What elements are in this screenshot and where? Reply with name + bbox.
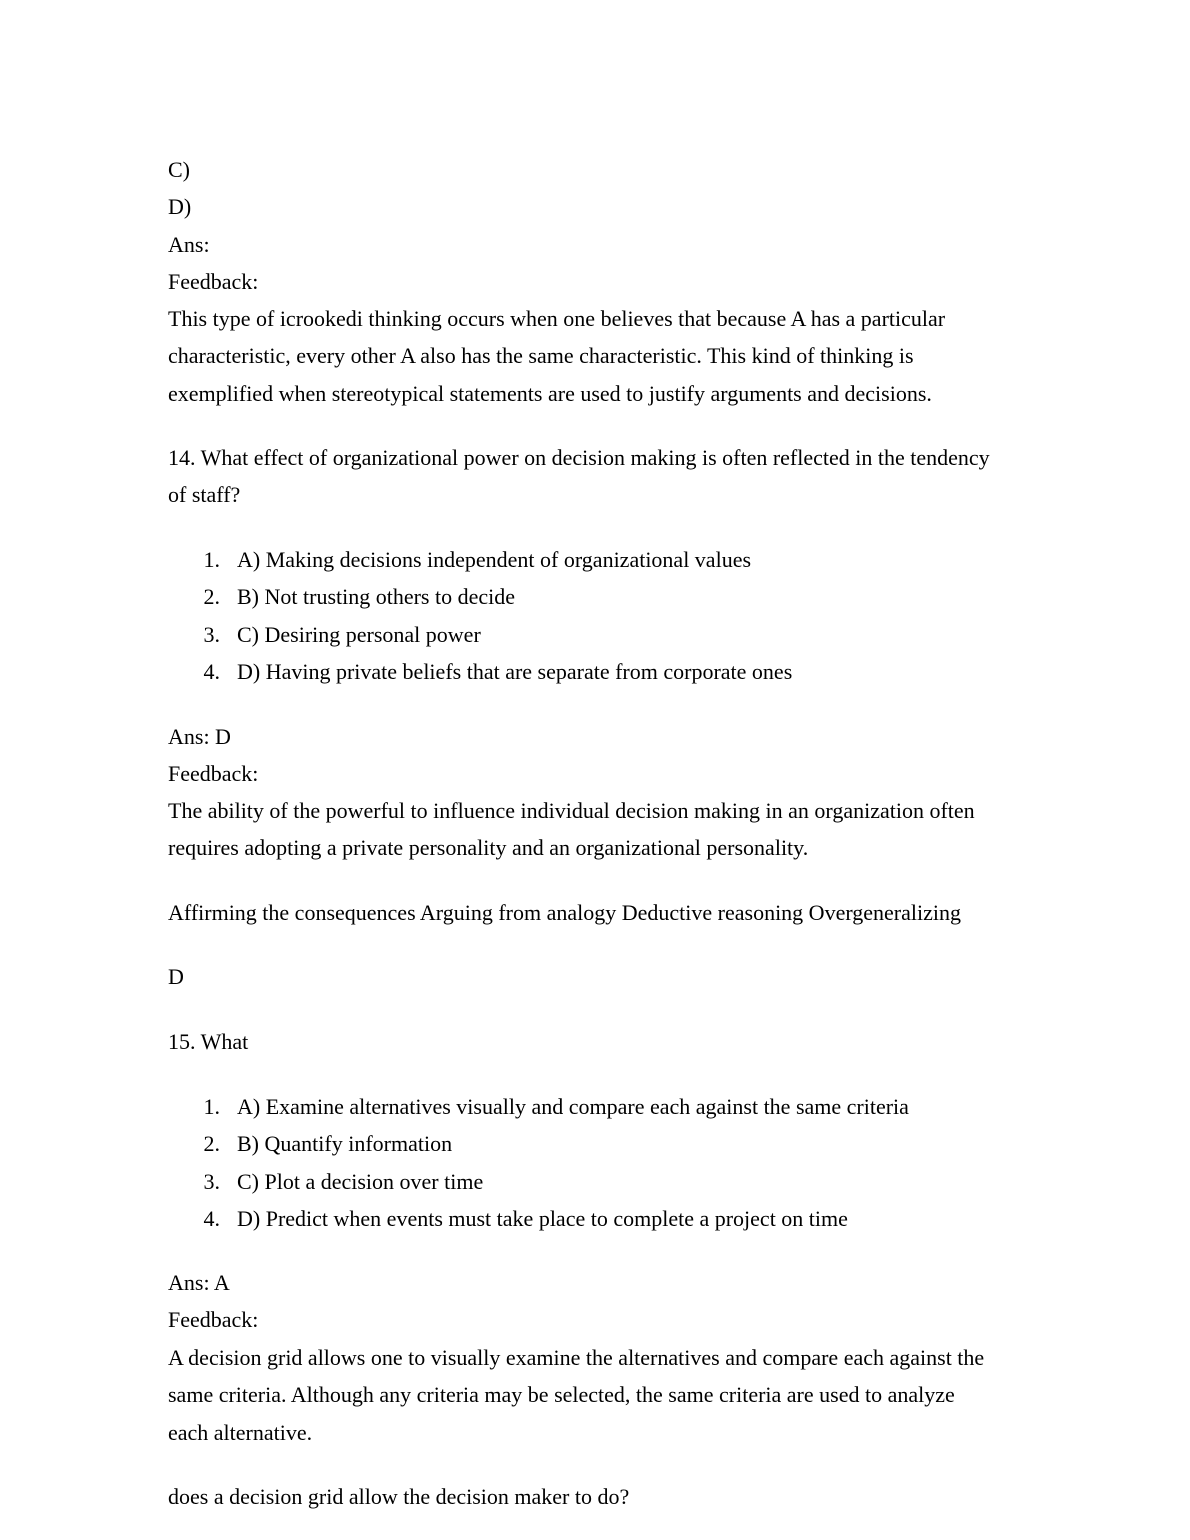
q15-feedback-text-line: A decision grid allows one to visually examine the alternatives and compare each against the — [168, 1345, 985, 1370]
feedback-text-line: characteristic, every other A also has the same characteristic. This kind of thinking is — [168, 343, 914, 368]
option-text: C) Desiring personal power — [237, 622, 481, 647]
question-15-start: 15. What — [168, 1029, 249, 1054]
stray-answer-letter: D — [168, 964, 184, 989]
document-page — [168, 0, 1048, 1540]
q14-feedback-label: Feedback: — [168, 761, 259, 786]
feedback-label: Feedback: — [168, 269, 259, 294]
option-text: C) Plot a decision over time — [237, 1169, 484, 1194]
option-text: D) Having private beliefs that are separate from corporate ones — [237, 659, 793, 684]
option-d-label: D) — [168, 194, 192, 219]
option-number: 1. — [203, 1094, 220, 1119]
q14-answer: Ans: D — [168, 724, 231, 749]
q14-feedback-text-line: requires adopting a private personality and an organizational personality. — [168, 835, 809, 860]
option-text: B) Quantify information — [237, 1131, 453, 1156]
answer-label: Ans: — [168, 232, 210, 257]
option-number: 4. — [203, 1206, 220, 1231]
option-text: B) Not trusting others to decide — [237, 584, 516, 609]
q14-feedback-text-line: The ability of the powerful to influence individual decision making in an organization often — [168, 798, 975, 823]
option-text: A) Examine alternatives visually and compare each against the same criteria — [237, 1094, 909, 1119]
question-15-continuation: does a decision grid allow the decision maker to do? — [168, 1484, 630, 1509]
q15-feedback-text-line: each alternative. — [168, 1420, 313, 1445]
feedback-text-line: This type of icrookedi thinking occurs when one believes that because A has a particular — [168, 306, 946, 331]
q15-feedback-label: Feedback: — [168, 1307, 259, 1332]
stray-options-line: Affirming the consequences Arguing from analogy Deductive reasoning Overgeneralizing — [168, 900, 961, 925]
option-c-label: C) — [168, 157, 190, 182]
option-text: D) Predict when events must take place to complete a project on time — [237, 1206, 848, 1231]
option-number: 3. — [203, 1169, 220, 1194]
q15-answer: Ans: A — [168, 1270, 230, 1295]
q15-feedback-text-line: same criteria. Although any criteria may be selected, the same criteria are used to analyze — [168, 1382, 955, 1407]
feedback-text-line: exemplified when stereotypical statements are used to justify arguments and decisions. — [168, 381, 932, 406]
option-number: 1. — [203, 547, 220, 572]
option-number: 3. — [203, 622, 220, 647]
option-number: 2. — [203, 584, 220, 609]
option-text: A) Making decisions independent of organizational values — [237, 547, 752, 572]
question-14-text: of staff? — [168, 482, 241, 507]
option-number: 4. — [203, 659, 220, 684]
question-14-text: 14. What effect of organizational power on decision making is often reflected in the tendency — [168, 445, 990, 470]
option-number: 2. — [203, 1131, 220, 1156]
